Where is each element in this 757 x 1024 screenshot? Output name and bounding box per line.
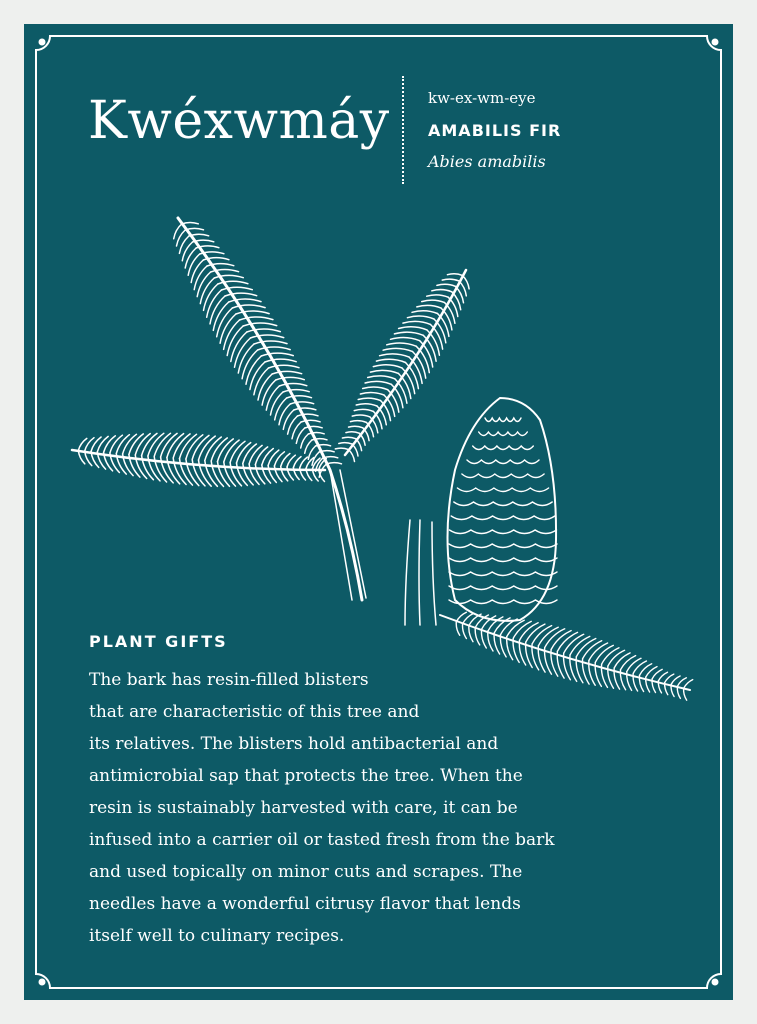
body-line: antimicrobial sap that protects the tree. When the xyxy=(89,766,523,786)
fir-needle xyxy=(339,443,352,444)
fir-needle xyxy=(283,390,309,392)
fir-needle xyxy=(269,365,300,368)
body-line: infused into a carrier oil or tasted fresh from the bark xyxy=(89,830,555,850)
fir-needle xyxy=(365,381,391,384)
fir-needle xyxy=(279,384,307,386)
body-line: needles have a wonderful citrusy flavor that lends xyxy=(89,894,521,914)
cone-scale xyxy=(451,516,555,520)
fir-needle xyxy=(287,396,312,398)
cone-scale xyxy=(449,544,557,548)
fir-needle xyxy=(335,448,348,450)
section-heading: PLANT GIFTS xyxy=(89,632,228,651)
cone-scale xyxy=(449,572,557,576)
fir-needle xyxy=(240,317,273,320)
fir-needle xyxy=(261,353,293,356)
fir-needle xyxy=(640,664,652,676)
fir-needle xyxy=(254,341,287,344)
fir-cone-icon xyxy=(405,398,693,700)
fir-needle xyxy=(301,420,320,422)
cone-scale xyxy=(467,460,539,464)
fir-needle xyxy=(422,300,445,302)
pronunciation: kw-ex-wm-eye xyxy=(428,89,536,107)
fir-needle xyxy=(236,311,269,314)
fir-needle xyxy=(463,613,474,624)
fir-needle xyxy=(437,284,455,286)
fir-needle xyxy=(412,311,438,314)
body-line: The bark has resin-filled blisters xyxy=(89,670,369,690)
cone-scale xyxy=(449,558,557,562)
fir-needle xyxy=(447,274,462,276)
fir-needle xyxy=(370,370,398,373)
fir-needle xyxy=(352,415,370,417)
cone-scale xyxy=(462,474,544,478)
fir-needle xyxy=(349,426,363,428)
fir-branch-icon xyxy=(72,218,469,600)
fir-needle xyxy=(391,338,420,341)
fir-needle xyxy=(243,323,277,326)
fir-needle xyxy=(399,327,427,330)
fir-needle xyxy=(272,371,302,374)
fir-needle xyxy=(177,230,186,246)
fir-needle xyxy=(179,236,189,253)
fir-needle xyxy=(265,359,296,362)
cone-scale xyxy=(473,446,534,450)
cone-scale xyxy=(485,418,521,422)
fir-needle xyxy=(377,406,386,425)
body-line: resin is sustainably harvested with care, it can be xyxy=(89,798,518,818)
fir-needle xyxy=(290,402,314,404)
body-line: and used topically on minor cuts and scrapes. The xyxy=(89,862,523,882)
common-name: AMABILIS FIR xyxy=(428,121,562,140)
fir-needle xyxy=(294,408,316,410)
fir-needle xyxy=(182,242,192,261)
cone-scale xyxy=(457,488,548,492)
fir-needle xyxy=(356,404,377,406)
fir-needle xyxy=(381,401,391,421)
fir-needle xyxy=(463,624,467,639)
cone-scale xyxy=(479,432,528,436)
fir-needle xyxy=(427,295,449,297)
fir-needle xyxy=(292,422,301,439)
fir-needle xyxy=(380,354,410,357)
fir-needle xyxy=(387,343,417,346)
fir-needle xyxy=(407,316,434,319)
fir-needle xyxy=(247,329,280,332)
fir-needle xyxy=(383,348,413,351)
scientific-name: Abies amabilis xyxy=(428,152,546,171)
fir-needle xyxy=(432,290,452,292)
body-line: its relatives. The blisters hold antibacterial and xyxy=(89,734,499,754)
fir-needle xyxy=(360,393,384,396)
fir-needle xyxy=(354,409,373,411)
fir-needle xyxy=(283,410,294,429)
fir-needle xyxy=(684,680,693,689)
body-line: that are characteristic of this tree and xyxy=(89,702,420,722)
fir-needle xyxy=(250,335,283,338)
fir-needle xyxy=(363,387,388,390)
fir-needle xyxy=(633,661,646,673)
fir-needle xyxy=(646,667,657,678)
fir-needle xyxy=(258,347,291,350)
fir-needle xyxy=(417,305,441,308)
fir-needle xyxy=(350,421,366,423)
fir-needle xyxy=(232,305,265,308)
fir-needle xyxy=(274,452,284,466)
fir-needle xyxy=(469,626,473,642)
fir-needle xyxy=(394,332,423,335)
fir-needle xyxy=(342,437,355,439)
cone-scale xyxy=(449,586,557,590)
fir-needle xyxy=(403,321,431,324)
fir-needle xyxy=(276,377,305,380)
fir-needle xyxy=(442,279,459,281)
fir-needle xyxy=(373,365,402,368)
body-line: itself well to culinary recipes. xyxy=(89,926,345,946)
cone-scale xyxy=(454,502,552,506)
fir-needle xyxy=(346,432,359,433)
fir-needle xyxy=(349,450,355,462)
fir-needle xyxy=(368,376,395,379)
fir-needle xyxy=(279,404,290,425)
fir-needle xyxy=(288,416,298,434)
fir-needle xyxy=(376,359,405,362)
fir-needle xyxy=(456,622,459,636)
fir-needle xyxy=(358,398,380,400)
fir-needle xyxy=(297,414,318,416)
fir-needle xyxy=(469,614,481,625)
plant-title: Kwéxwmáy xyxy=(88,91,390,151)
cone-scale xyxy=(450,530,557,534)
